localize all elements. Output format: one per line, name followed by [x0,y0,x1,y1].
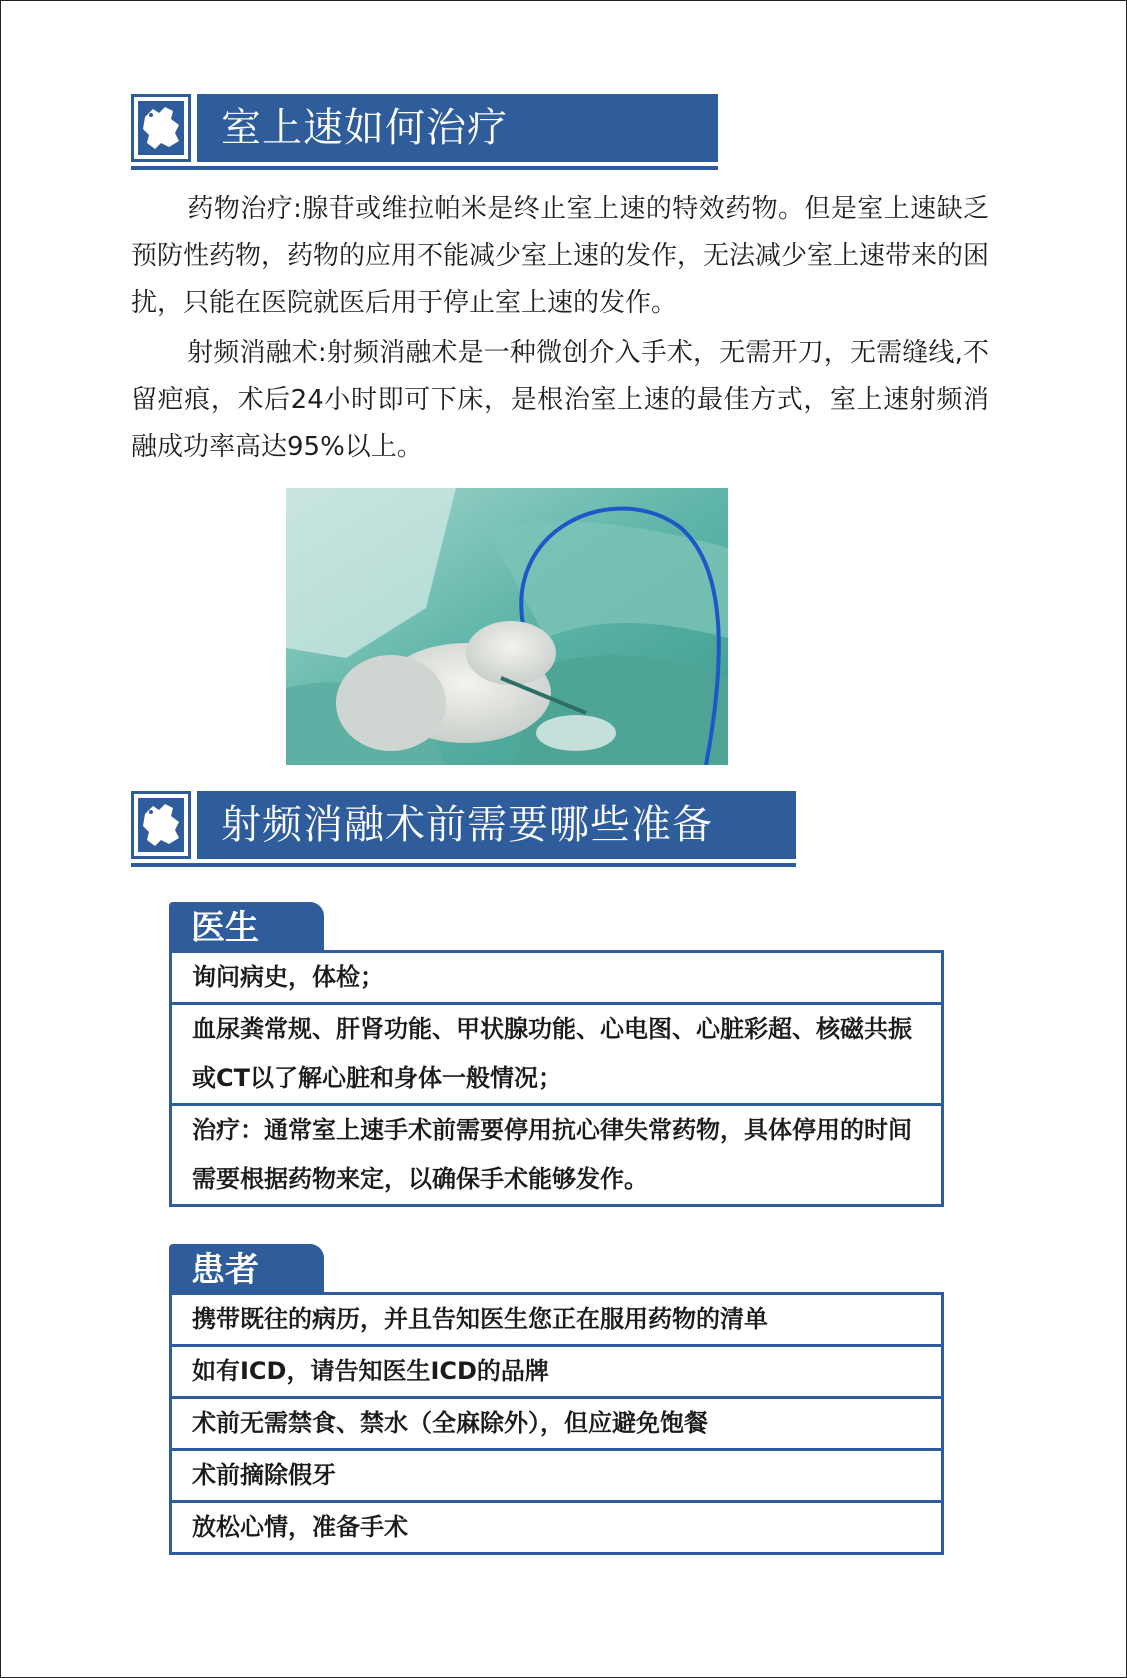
section-underline [131,166,718,170]
table-row: 如有ICD，请告知医生ICD的品牌 [172,1347,941,1399]
table-row: 治疗：通常室上速手术前需要停用抗心律失常药物，具体停用的时间需要根据药物来定，以确保手术能够发作。 [192,1116,912,1193]
table-row: 术前摘除假牙 [172,1451,941,1503]
table-row: 询问病史，体检； [172,953,941,1005]
table-row: 携带既往的病历，并且告知医生您正在服用药物的清单 [172,1295,941,1347]
table-row: 血尿粪常规、肝肾功能、甲状腺功能、心电图、心脏彩超、核磁共振或CT以了解心脏和身体一般情况； [172,1005,941,1106]
table-row: 术前无需禁食、禁水（全麻除外），但应避免饱餐 [172,1399,941,1451]
doctor-table [169,950,944,1207]
paragraph-ablation [131,330,989,471]
paragraph-text: 药物治疗:腺苷或维拉帕米是终止室上速的特效药物。但是室上速缺乏预防性药物，药物的应用不能减少室上速的发作，无法减少室上速带来的困扰，只能在医院就医后用于停止室上速的发作。 [131,194,990,318]
map-icon [131,94,191,162]
section-header-treatment [131,94,718,174]
doctor-label: 医生 [169,902,324,952]
paragraph-drug-therapy [131,186,989,327]
surgery-photo [286,488,728,765]
section-header-preparation [131,791,796,871]
section-title: 室上速如何治疗 [197,94,718,162]
map-icon [131,791,191,859]
section-underline [131,863,796,867]
section-title: 射频消融术前需要哪些准备 [197,791,796,859]
patient-table [169,1292,944,1555]
paragraph-text: 射频消融术:射频消融术是一种微创介入手术，无需开刀，无需缝线,不留疤痕，术后24小时即可下床，是根治室上速的最佳方式，室上速射频消融成功率高达95%以上。 [131,338,989,462]
table-row: 放松心情，准备手术 [192,1513,408,1541]
patient-label: 患者 [169,1244,324,1294]
